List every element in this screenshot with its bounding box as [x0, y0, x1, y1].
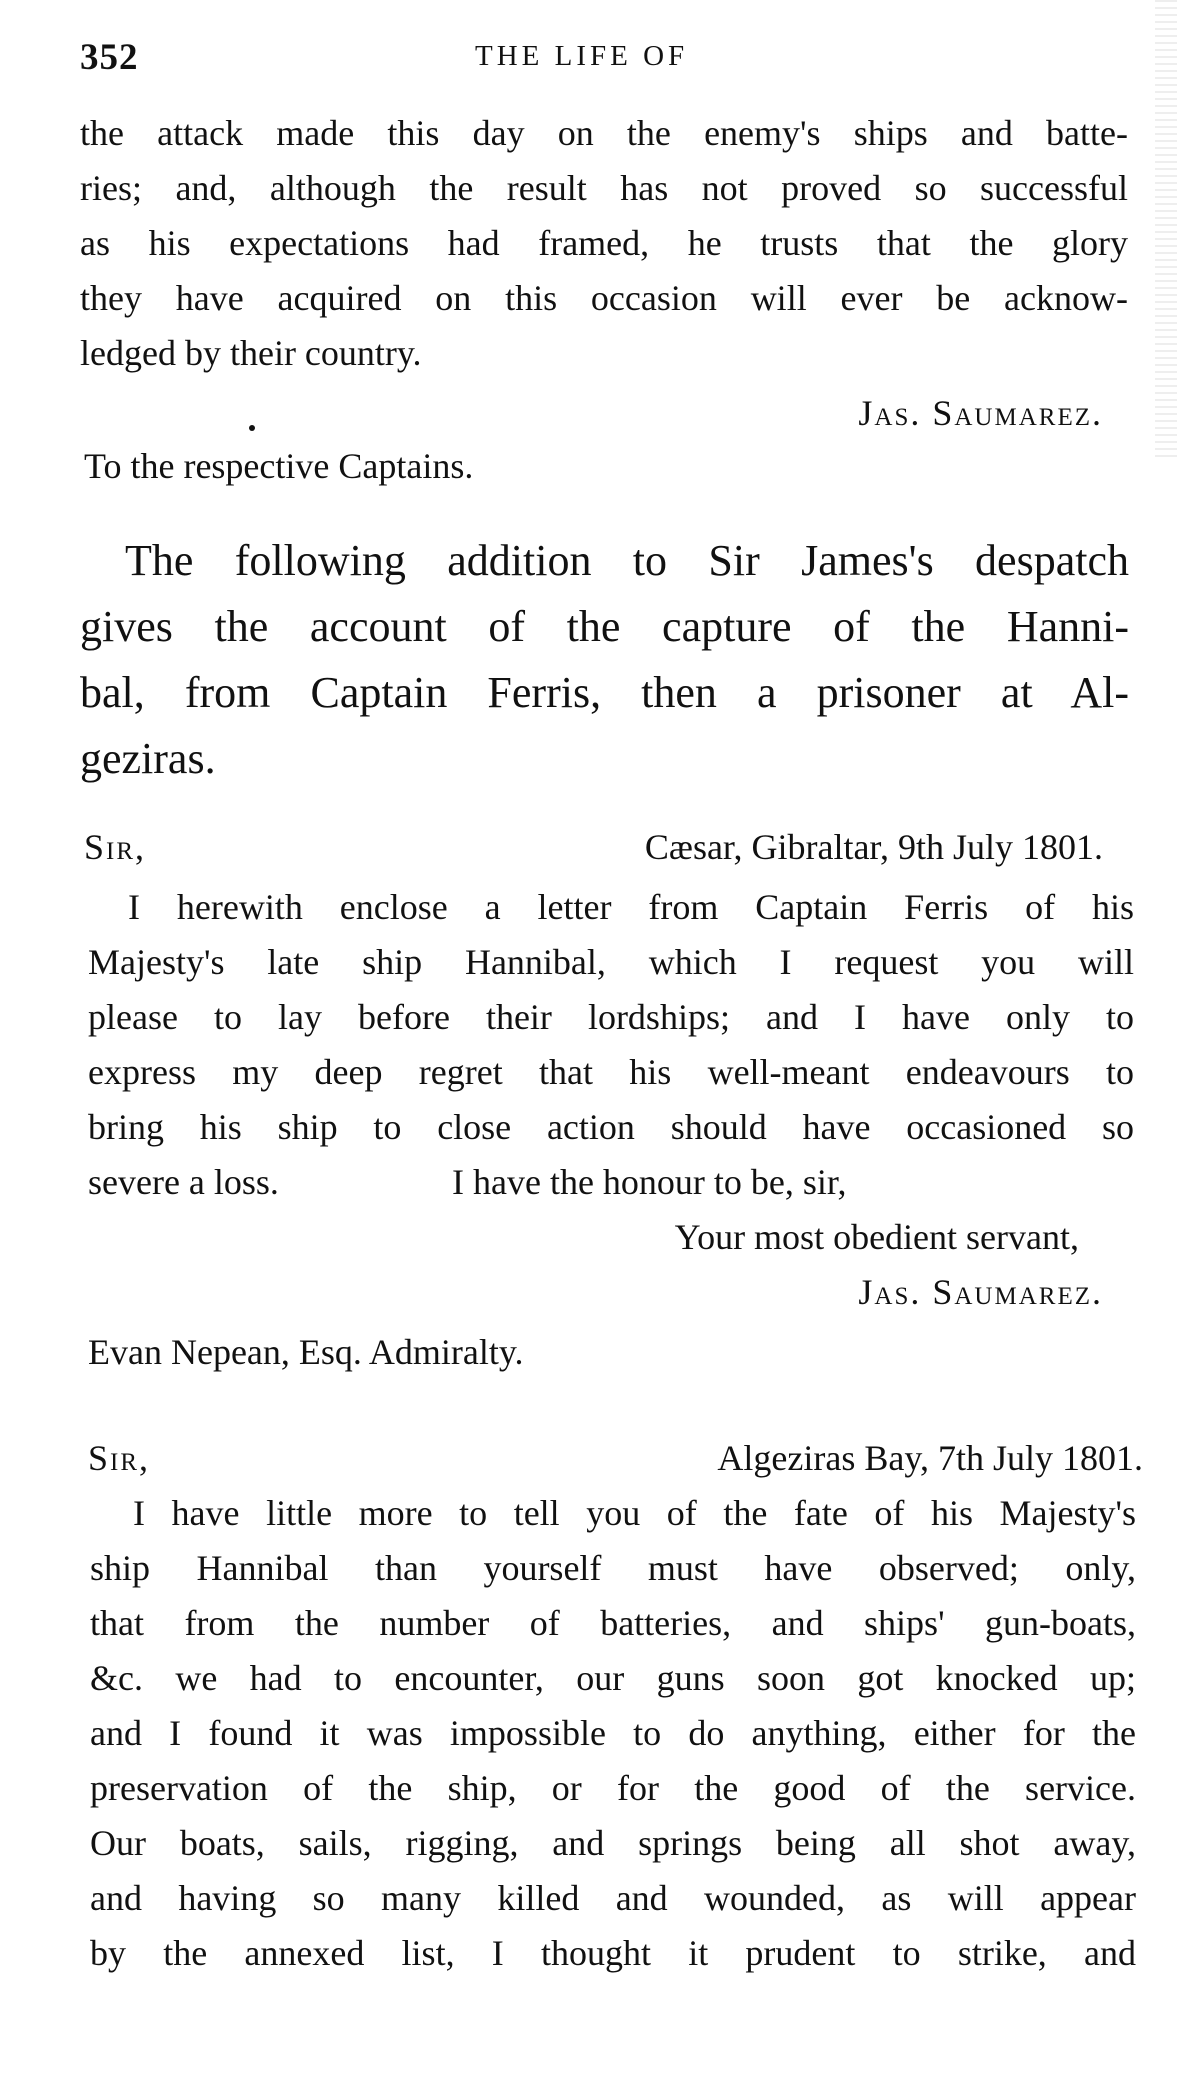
text-line: by the annexed list, I thought it prudent to strike, and: [90, 1933, 1136, 1973]
signature: Jas. Saumarez.: [858, 1272, 1103, 1312]
page-header: [80, 36, 1130, 86]
text-line: that from the number of batteries, and ships' gun-boats,: [90, 1603, 1136, 1643]
salutation: Sir,: [84, 827, 147, 867]
text-line: I have the honour to be, sir,: [452, 1162, 847, 1202]
text-line: preservation of the ship, or for the good of the service.: [90, 1768, 1136, 1808]
text-line: Our boats, sails, rigging, and springs being all shot away,: [90, 1823, 1136, 1863]
text-line: and I found it was impossible to do anything, either for the: [90, 1713, 1136, 1753]
text-line: ship Hannibal than yourself must have observed; only,: [90, 1548, 1136, 1588]
signature: Jas. Saumarez.: [858, 393, 1103, 433]
page-number: 352: [80, 37, 139, 78]
dateline: Algeziras Bay, 7th July 1801.: [717, 1438, 1143, 1478]
salutation: Sir,: [88, 1438, 151, 1478]
text-line: severe a loss.: [88, 1162, 279, 1202]
text-line: I herewith enclose a letter from Captain Ferris of his: [128, 887, 1134, 927]
text-line: I have little more to tell you of the fate of his Majesty's: [133, 1493, 1136, 1533]
page-edge-shadow: [1155, 0, 1177, 460]
dateline: Cæsar, Gibraltar, 9th July 1801.: [644, 827, 1103, 867]
closing: Your most obedient servant,: [674, 1217, 1079, 1257]
intro-line: gives the account of the capture of the Hanni-: [80, 602, 1129, 651]
text-line: express my deep regret that his well-meant endeavours to: [88, 1052, 1134, 1092]
text-line: and having so many killed and wounded, as will appear: [90, 1878, 1136, 1918]
text-line: they have acquired on this occasion will ever be acknow-: [80, 278, 1128, 318]
intro-line: The following addition to Sir James's despatch: [125, 536, 1129, 585]
text-line: the attack made this day on the enemy's ships and batte-: [80, 113, 1128, 153]
text-line: as his expectations had framed, he trusts that the glory: [80, 223, 1128, 263]
intro-line: bal, from Captain Ferris, then a prisoner at Al-: [80, 668, 1129, 717]
text-line: ledged by their country.: [80, 333, 422, 373]
address-line: To the respective Captains.: [84, 446, 474, 486]
text-line: &c. we had to encounter, our guns soon got knocked up;: [90, 1658, 1136, 1698]
running-head: THE LIFE OF: [475, 40, 689, 72]
text-line: Majesty's late ship Hannibal, which I request you will: [88, 942, 1134, 982]
text-line: bring his ship to close action should have occasioned so: [88, 1107, 1134, 1147]
text-line: please to lay before their lordships; and I have only to: [88, 997, 1134, 1037]
intro-line: geziras.: [80, 734, 216, 783]
text-line: ries; and, although the result has not proved so successful: [80, 168, 1128, 208]
ink-dot: [249, 425, 255, 431]
recipient: Evan Nepean, Esq. Admiralty.: [88, 1332, 524, 1372]
